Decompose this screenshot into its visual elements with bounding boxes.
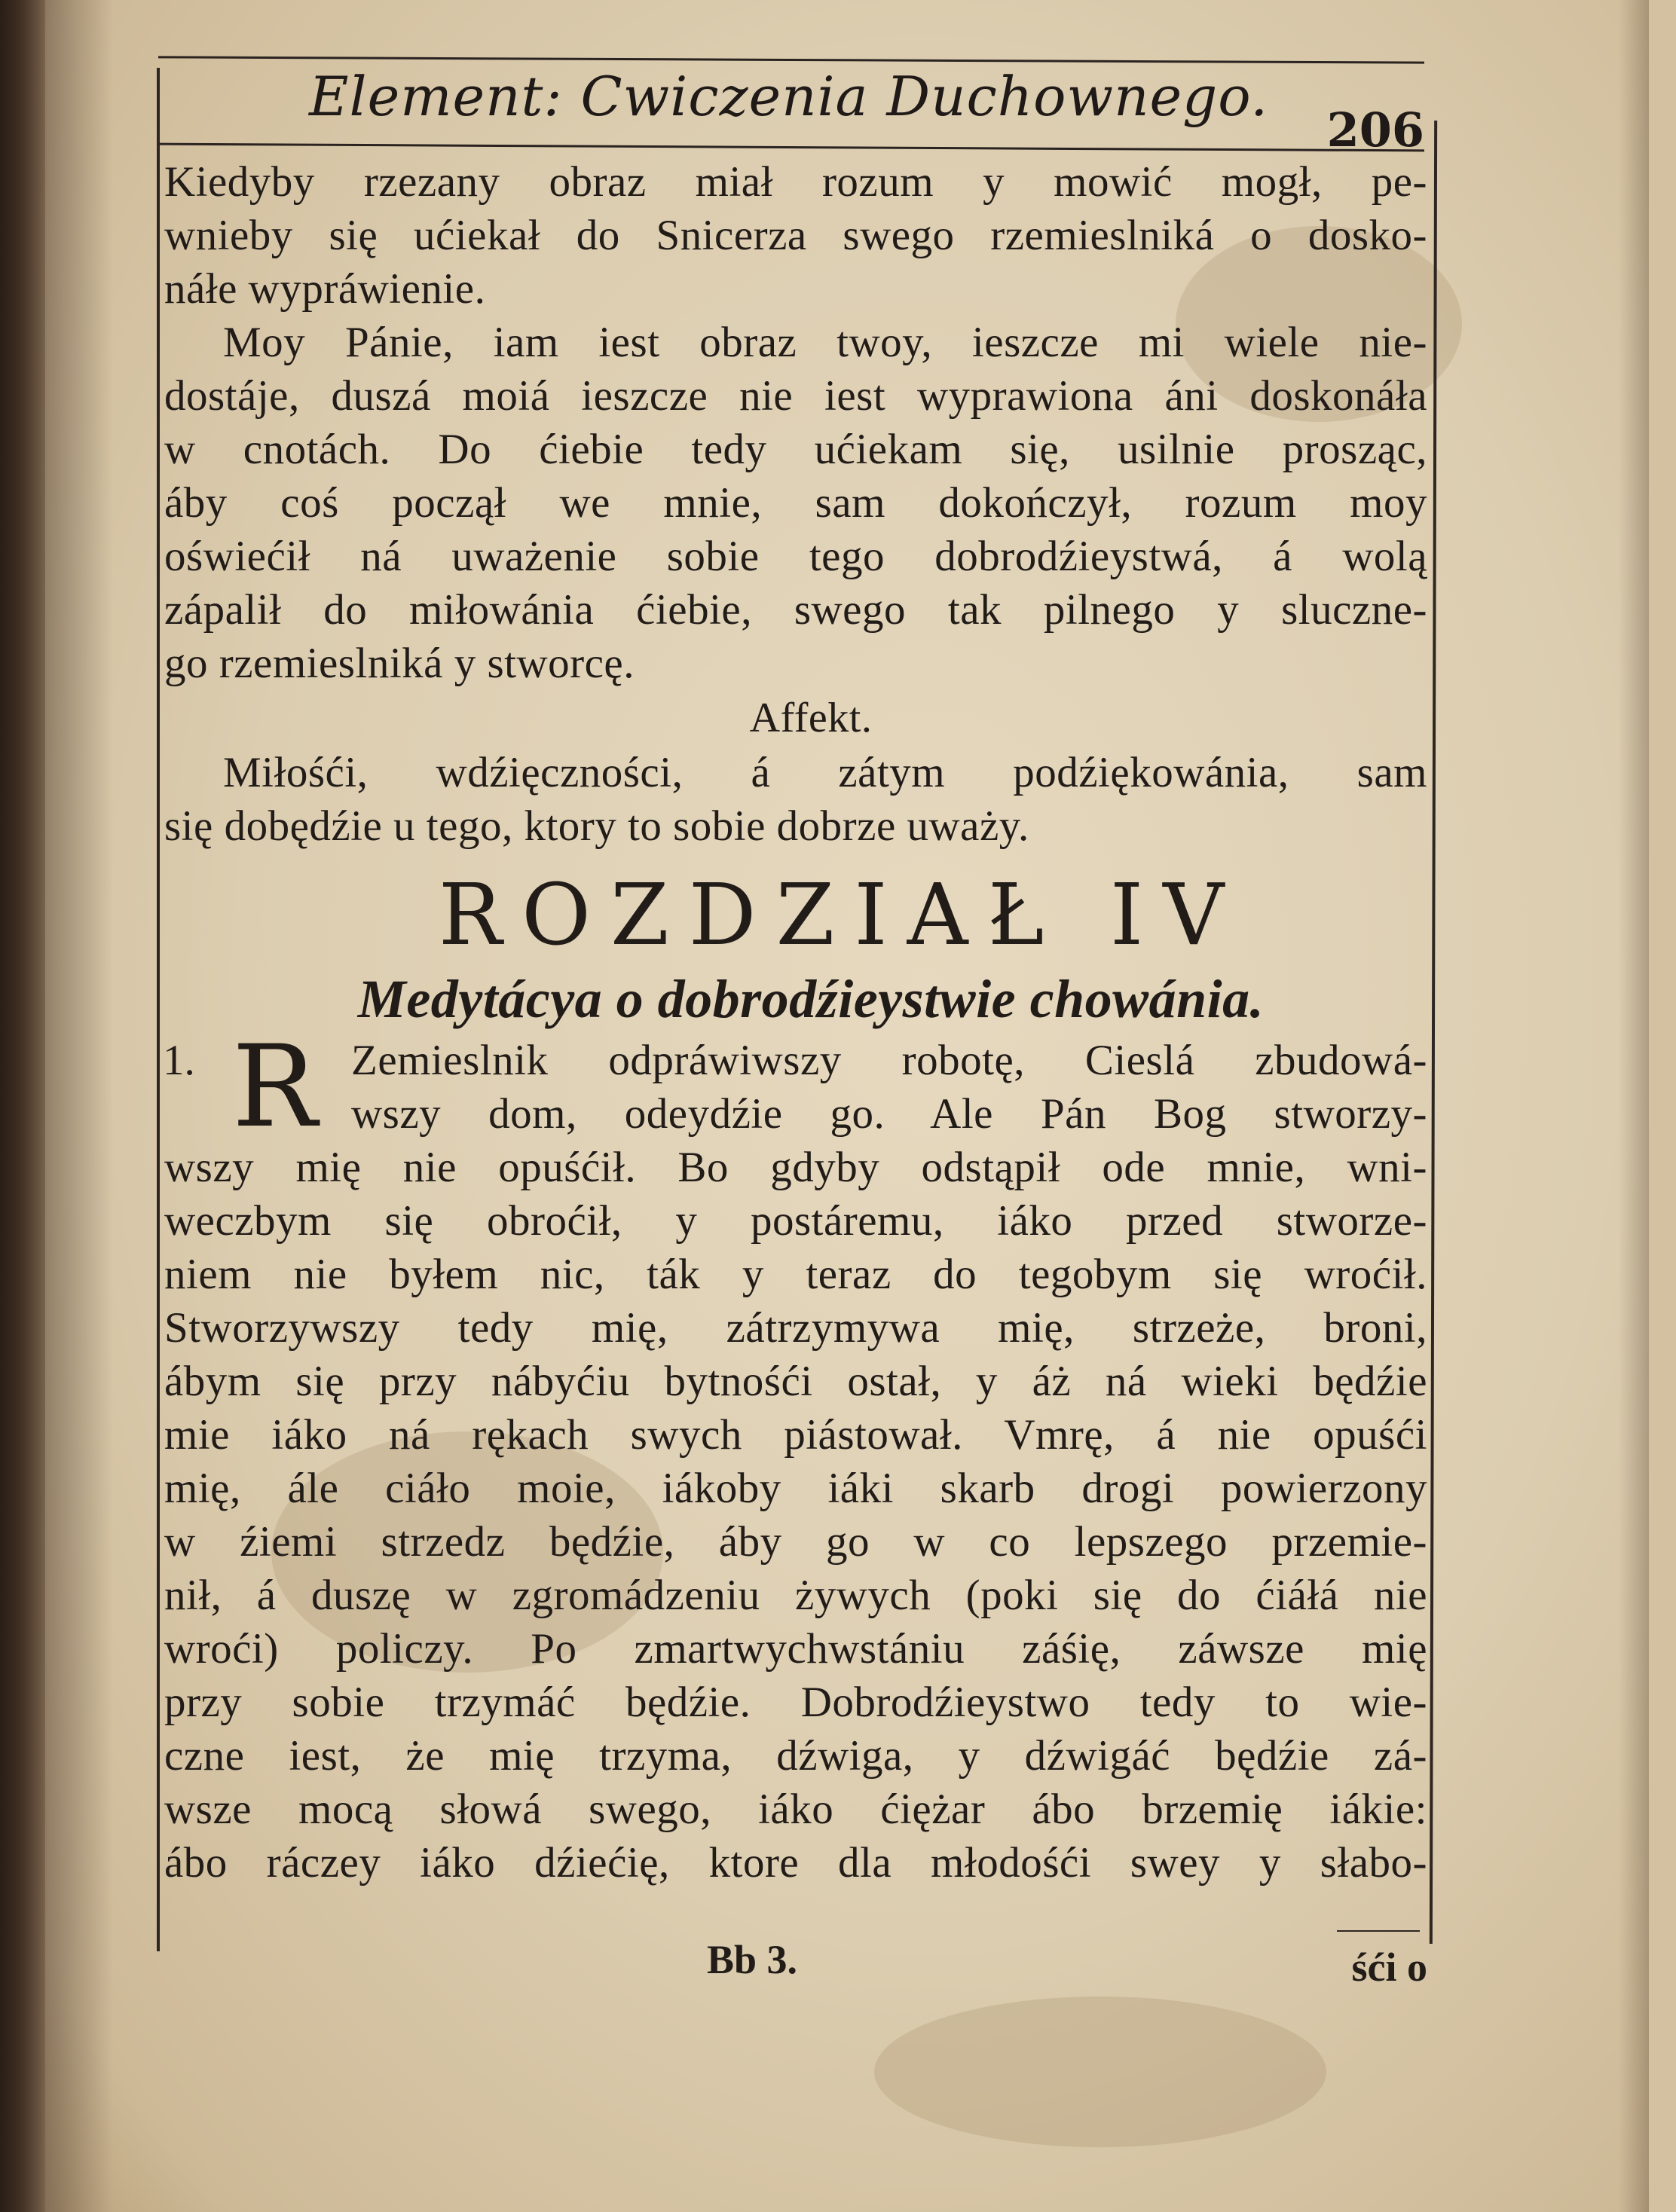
- affekt-heading: Affekt.: [749, 695, 873, 741]
- drop-cap: R: [232, 1022, 317, 1153]
- body-line: mie iáko ná rękach swych piástował. Vmrę, á nie opuśći: [164, 1411, 1427, 1459]
- body-line: niem nie byłem nic, ták y teraz do tegobym się wroćił.: [164, 1251, 1427, 1298]
- page-number: 206: [1326, 102, 1424, 157]
- catchword-rule: [1337, 1930, 1420, 1932]
- running-head: [158, 51, 1424, 157]
- chapter-heading: ROZDZIAŁ IV: [438, 866, 1244, 964]
- page-edge: [1619, 0, 1649, 2212]
- chapter-subtitle: Medytácya o dobrodźieystwie chowánia.: [357, 969, 1265, 1029]
- gutter-shadow: [0, 0, 113, 2212]
- book-page: [45, 0, 1649, 2212]
- body-line: mię, ále ciáło moie, iákoby iáki skarb drogi powierzony: [164, 1465, 1427, 1512]
- body-line: go rzemieslniká y stworcę.: [164, 640, 635, 687]
- paragraph-number: 1.: [163, 1037, 195, 1084]
- body-line: Zemieslnik odpráwiwszy robotę, Cieslá zbudowá-: [351, 1037, 1427, 1084]
- body-line: ábym się przy nábyćiu bytnośći ostał, y áż ná wieki będźie: [164, 1358, 1427, 1405]
- body-line: dostáje, duszá moiá ieszcze nie iest wyprawiona áni doskonáła: [164, 372, 1427, 420]
- body-line: áby coś począł we mnie, sam dokończył, rozum moy: [164, 479, 1427, 527]
- body-line: zápalił do miłowánia ćiebie, swego tak pilnego y sluczne-: [164, 586, 1427, 634]
- body-line: wszy mię nie opuśćił. Bo gdyby odstąpił ode mnie, wni-: [164, 1144, 1427, 1191]
- body-line: wroći) policzy. Po zmartwychwstániu záśię, záwsze mię: [164, 1625, 1427, 1673]
- affekt-line: Miłośći, wdźięczności, á zátym podźiękowánia, sam: [223, 749, 1427, 796]
- body-line: wsze mocą słowá swego, iáko ćiężar ábo brzemię iákie:: [164, 1786, 1427, 1833]
- body-line: weczbym się obroćił, y postáremu, iáko przed stworze-: [164, 1197, 1427, 1245]
- affekt-line: się dobędźie u tego, ktory to sobie dobrze uważy.: [164, 802, 1029, 850]
- head-rule: [158, 56, 1424, 63]
- page-footer: [164, 1936, 1427, 2004]
- signature-mark: Bb 3.: [707, 1937, 798, 1982]
- text-block: [164, 155, 1427, 1890]
- paper-stain: [874, 1997, 1326, 2147]
- body-line: czne iest, że mię trzyma, dźwiga, y dźwigáć będźie zá-: [164, 1732, 1427, 1780]
- body-line: Moy Pánie, iam iest obraz twoy, ieszcze mi wiele nie-: [223, 319, 1427, 366]
- running-title: Element: Cwiczenia Duchownego.: [309, 65, 1269, 128]
- text-frame-right: [1430, 121, 1437, 1944]
- body-line: ábo ráczey iáko dźiećię, ktore dla młodośći swey y słabo-: [164, 1839, 1427, 1887]
- section-paragraph: [163, 1022, 1427, 1153]
- body-line: wnieby się ućiekał do Snicerza swego rzemieslniká o dosko-: [164, 212, 1427, 259]
- body-line: wszy dom, odeydźie go. Ale Pán Bog stworzy-: [351, 1090, 1427, 1138]
- body-line: náłe wypráwienie.: [164, 265, 486, 313]
- body-line: nił, á duszę w zgromádzeniu żywych (poki się do ćiáłá nie: [164, 1572, 1427, 1619]
- body-line: Stworzywszy tedy mię, zátrzymywa mię, strzeże, broni,: [164, 1304, 1427, 1352]
- body-line: w źiemi strzedz będźie, áby go w co lepszego przemie-: [164, 1518, 1427, 1566]
- body-line: Kiedyby rzezany obraz miał rozum y mowić mogł, pe-: [164, 158, 1427, 206]
- body-line: przy sobie trzymáć będźie. Dobrodźieystwo tedy to wie-: [164, 1679, 1427, 1726]
- head-rule: [158, 143, 1424, 152]
- catchword: śći o: [1351, 1945, 1427, 1990]
- text-frame-left: [157, 68, 160, 1951]
- body-line: oświećił ná uważenie sobie tego dobrodźieystwá, á wolą: [164, 533, 1427, 580]
- body-line: w cnotách. Do ćiebie tedy ućiekam się, usilnie prosząc,: [164, 426, 1427, 473]
